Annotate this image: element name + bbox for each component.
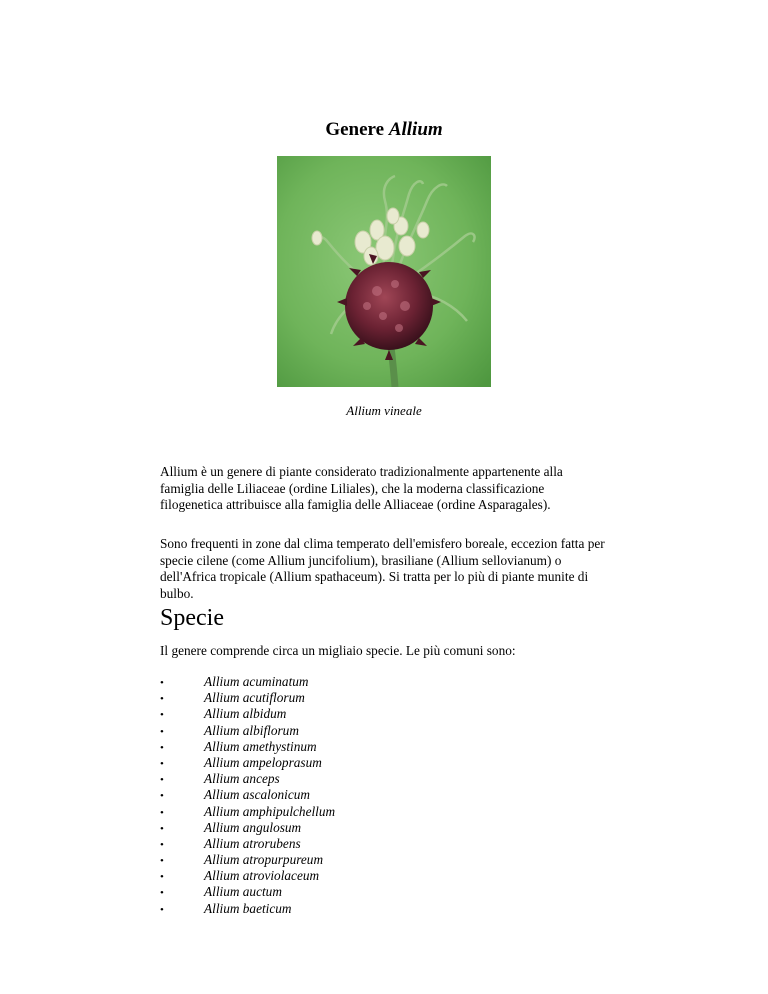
species-name: Allium baeticum xyxy=(204,900,292,916)
bullet-icon: • xyxy=(160,855,164,868)
bullet-icon: • xyxy=(160,693,164,706)
intro-paragraph: Allium è un genere di piante considerato tradizionalmente appartenente alla famiglia delle Liliaceae (ordine Liliales), che la moderna classificazione filogenetica attribuisce alla famiglia delle Alliaceae (ordine Asparagales). xyxy=(160,464,563,512)
species-name: Allium amphipulchellum xyxy=(204,803,336,819)
bullet-icon: • xyxy=(160,725,164,738)
species-name: Allium atropurpureum xyxy=(204,852,324,868)
species-name: Allium atrorubens xyxy=(204,835,301,851)
species-name: Allium ampeloprasum xyxy=(204,754,322,770)
list-item xyxy=(160,901,335,917)
bullet-icon: • xyxy=(160,903,164,916)
bullet-icon: • xyxy=(160,790,164,803)
species-name: Allium acuminatum xyxy=(204,674,309,689)
section-heading-species: Specie xyxy=(160,605,224,631)
list-item xyxy=(160,674,335,690)
species-list xyxy=(160,674,335,917)
list-item xyxy=(160,771,335,787)
list-item xyxy=(160,755,335,771)
species-name: Allium acutiflorum xyxy=(204,690,305,706)
bullet-icon: • xyxy=(160,806,164,819)
bullet-icon: • xyxy=(160,741,164,754)
list-item xyxy=(160,852,335,868)
bullet-icon: • xyxy=(160,677,164,689)
list-item xyxy=(160,804,335,820)
list-item xyxy=(160,787,335,803)
bullet-icon: • xyxy=(160,774,164,787)
figure-caption: Allium vineale xyxy=(346,403,422,418)
species-name: Allium albidum xyxy=(204,706,287,722)
title-prefix: Genere xyxy=(325,119,385,140)
bullet-icon: • xyxy=(160,838,164,851)
list-item xyxy=(160,868,335,884)
species-name: Allium amethystinum xyxy=(204,738,317,754)
list-item xyxy=(160,836,335,852)
species-name: Allium ascalonicum xyxy=(204,787,310,803)
bullet-icon: • xyxy=(160,871,164,884)
bullet-icon: • xyxy=(160,709,164,722)
species-name: Allium anceps xyxy=(204,771,280,787)
species-name: Allium atroviolaceum xyxy=(204,868,320,884)
title-genus: Allium xyxy=(388,119,443,140)
allium-vineale-illustration xyxy=(277,156,491,387)
allium-photo xyxy=(277,156,491,387)
list-item xyxy=(160,820,335,836)
list-item xyxy=(160,706,335,722)
list-item xyxy=(160,884,335,900)
species-name: Allium auctum xyxy=(204,884,282,900)
list-item xyxy=(160,723,335,739)
species-name: Allium angulosum xyxy=(204,819,302,835)
bullet-icon: • xyxy=(160,822,164,835)
bullet-icon: • xyxy=(160,757,164,770)
list-item xyxy=(160,690,335,706)
distribution-paragraph: Sono frequenti in zone dal clima temperato dell'emisfero boreale, eccezion fatta per specie cilene (come Allium juncifolium), brasiliane (Allium sellovianum) o dell'Africa tropicale (Allium spathaceum). Si tratta per lo più di piante munite di bulbo. xyxy=(160,536,605,601)
bullet-icon: • xyxy=(160,887,164,900)
species-name: Allium albiflorum xyxy=(204,722,299,738)
page-title xyxy=(0,118,768,142)
species-intro-paragraph: Il genere comprende circa un migliaio specie. Le più comuni sono: xyxy=(160,643,516,658)
list-item xyxy=(160,739,335,755)
